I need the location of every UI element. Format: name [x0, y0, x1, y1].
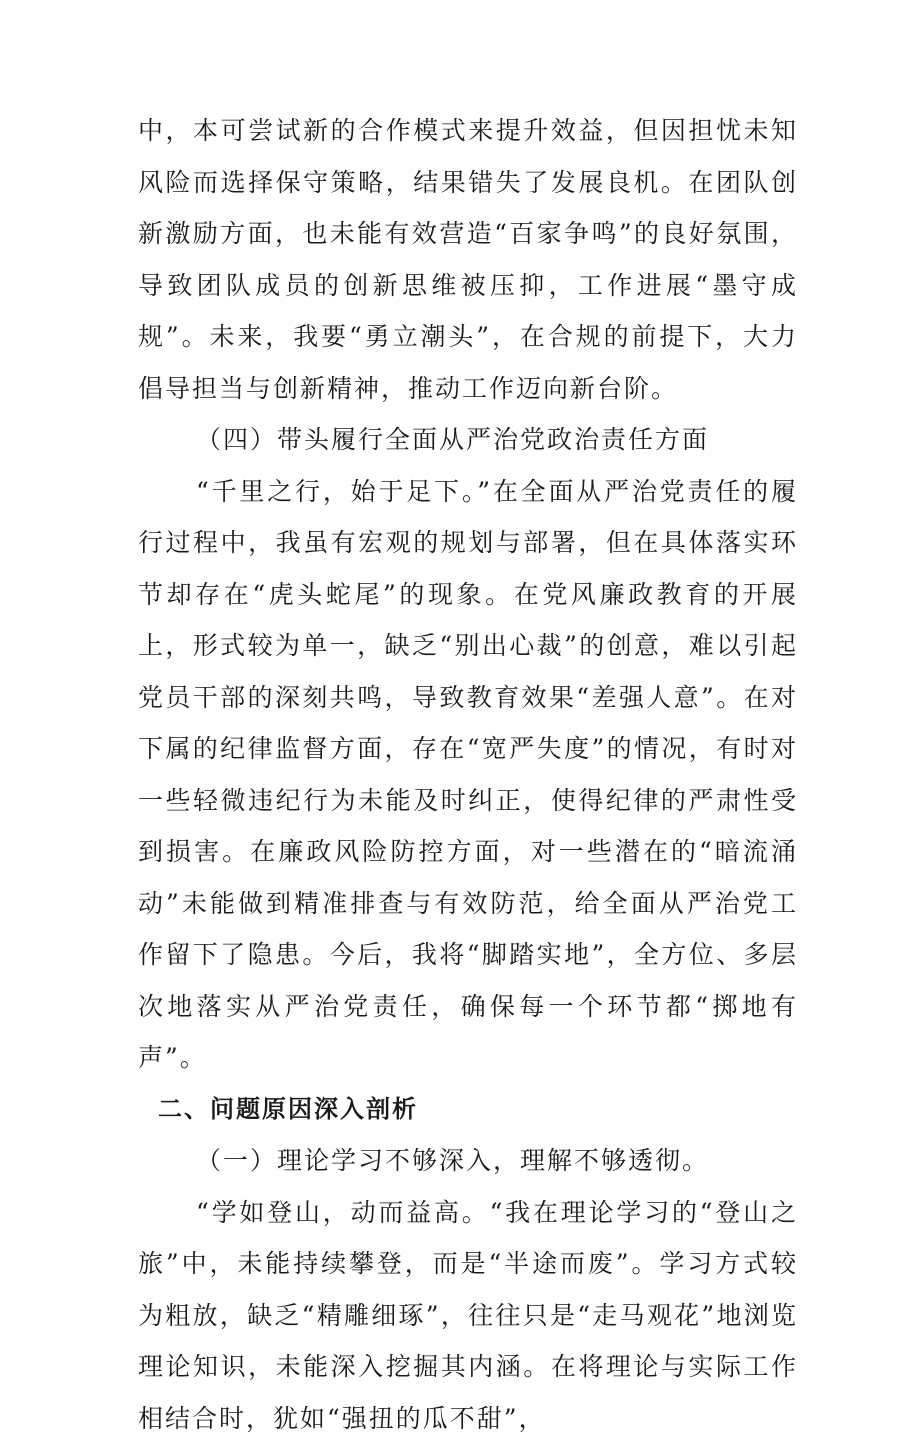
- section-heading-one: （一）理论学习不够深入，理解不够透彻。: [138, 1135, 798, 1187]
- paragraph-theory-study: “学如登山，动而益高。“我在理论学习的“登山之旅”中，未能持续攀登，而是“半途而废”。学习方式较为粗放，缺乏“精雕细琢”，往往只是“走马观花”地浏览理论知识，未能深入挖掘其内涵。在将理论与实际工作相结合时，犹如“强扭的瓜不甜”，: [138, 1187, 798, 1444]
- part-two-heading: 二、问题原因深入剖析: [138, 1084, 798, 1136]
- paragraph-continuation: 中，本可尝试新的合作模式来提升效益，但因担忧未知风险而选择保守策略，结果错失了发展良机。在团队创新激励方面，也未能有效营造“百家争鸣”的良好氛围，导致团队成员的创新思维被压抑，工作进展“墨守成规”。未来，我要“勇立潮头”，在合规的前提下，大力倡导担当与创新精神，推动工作迈向新台阶。: [138, 105, 798, 414]
- document-body: [138, 105, 798, 1444]
- paragraph-party-responsibility: “千里之行，始于足下。”在全面从严治党责任的履行过程中，我虽有宏观的规划与部署，但在具体落实环节却存在“虎头蛇尾”的现象。在党风廉政教育的开展上，形式较为单一，缺乏“别出心裁”的创意，难以引起党员干部的深刻共鸣，导致教育效果“差强人意”。在对下属的纪律监督方面，存在“宽严失度”的情况，有时对一些轻微违纪行为未能及时纠正，使得纪律的严肃性受到损害。在廉政风险防控方面，对一些潜在的“暗流涌动”未能做到精准排查与有效防范，给全面从严治党工作留下了隐患。今后，我将“脚踏实地”，全方位、多层次地落实从严治党责任，确保每一个环节都“掷地有声”。: [138, 466, 798, 1084]
- section-heading-four: （四）带头履行全面从严治党政治责任方面: [138, 414, 798, 466]
